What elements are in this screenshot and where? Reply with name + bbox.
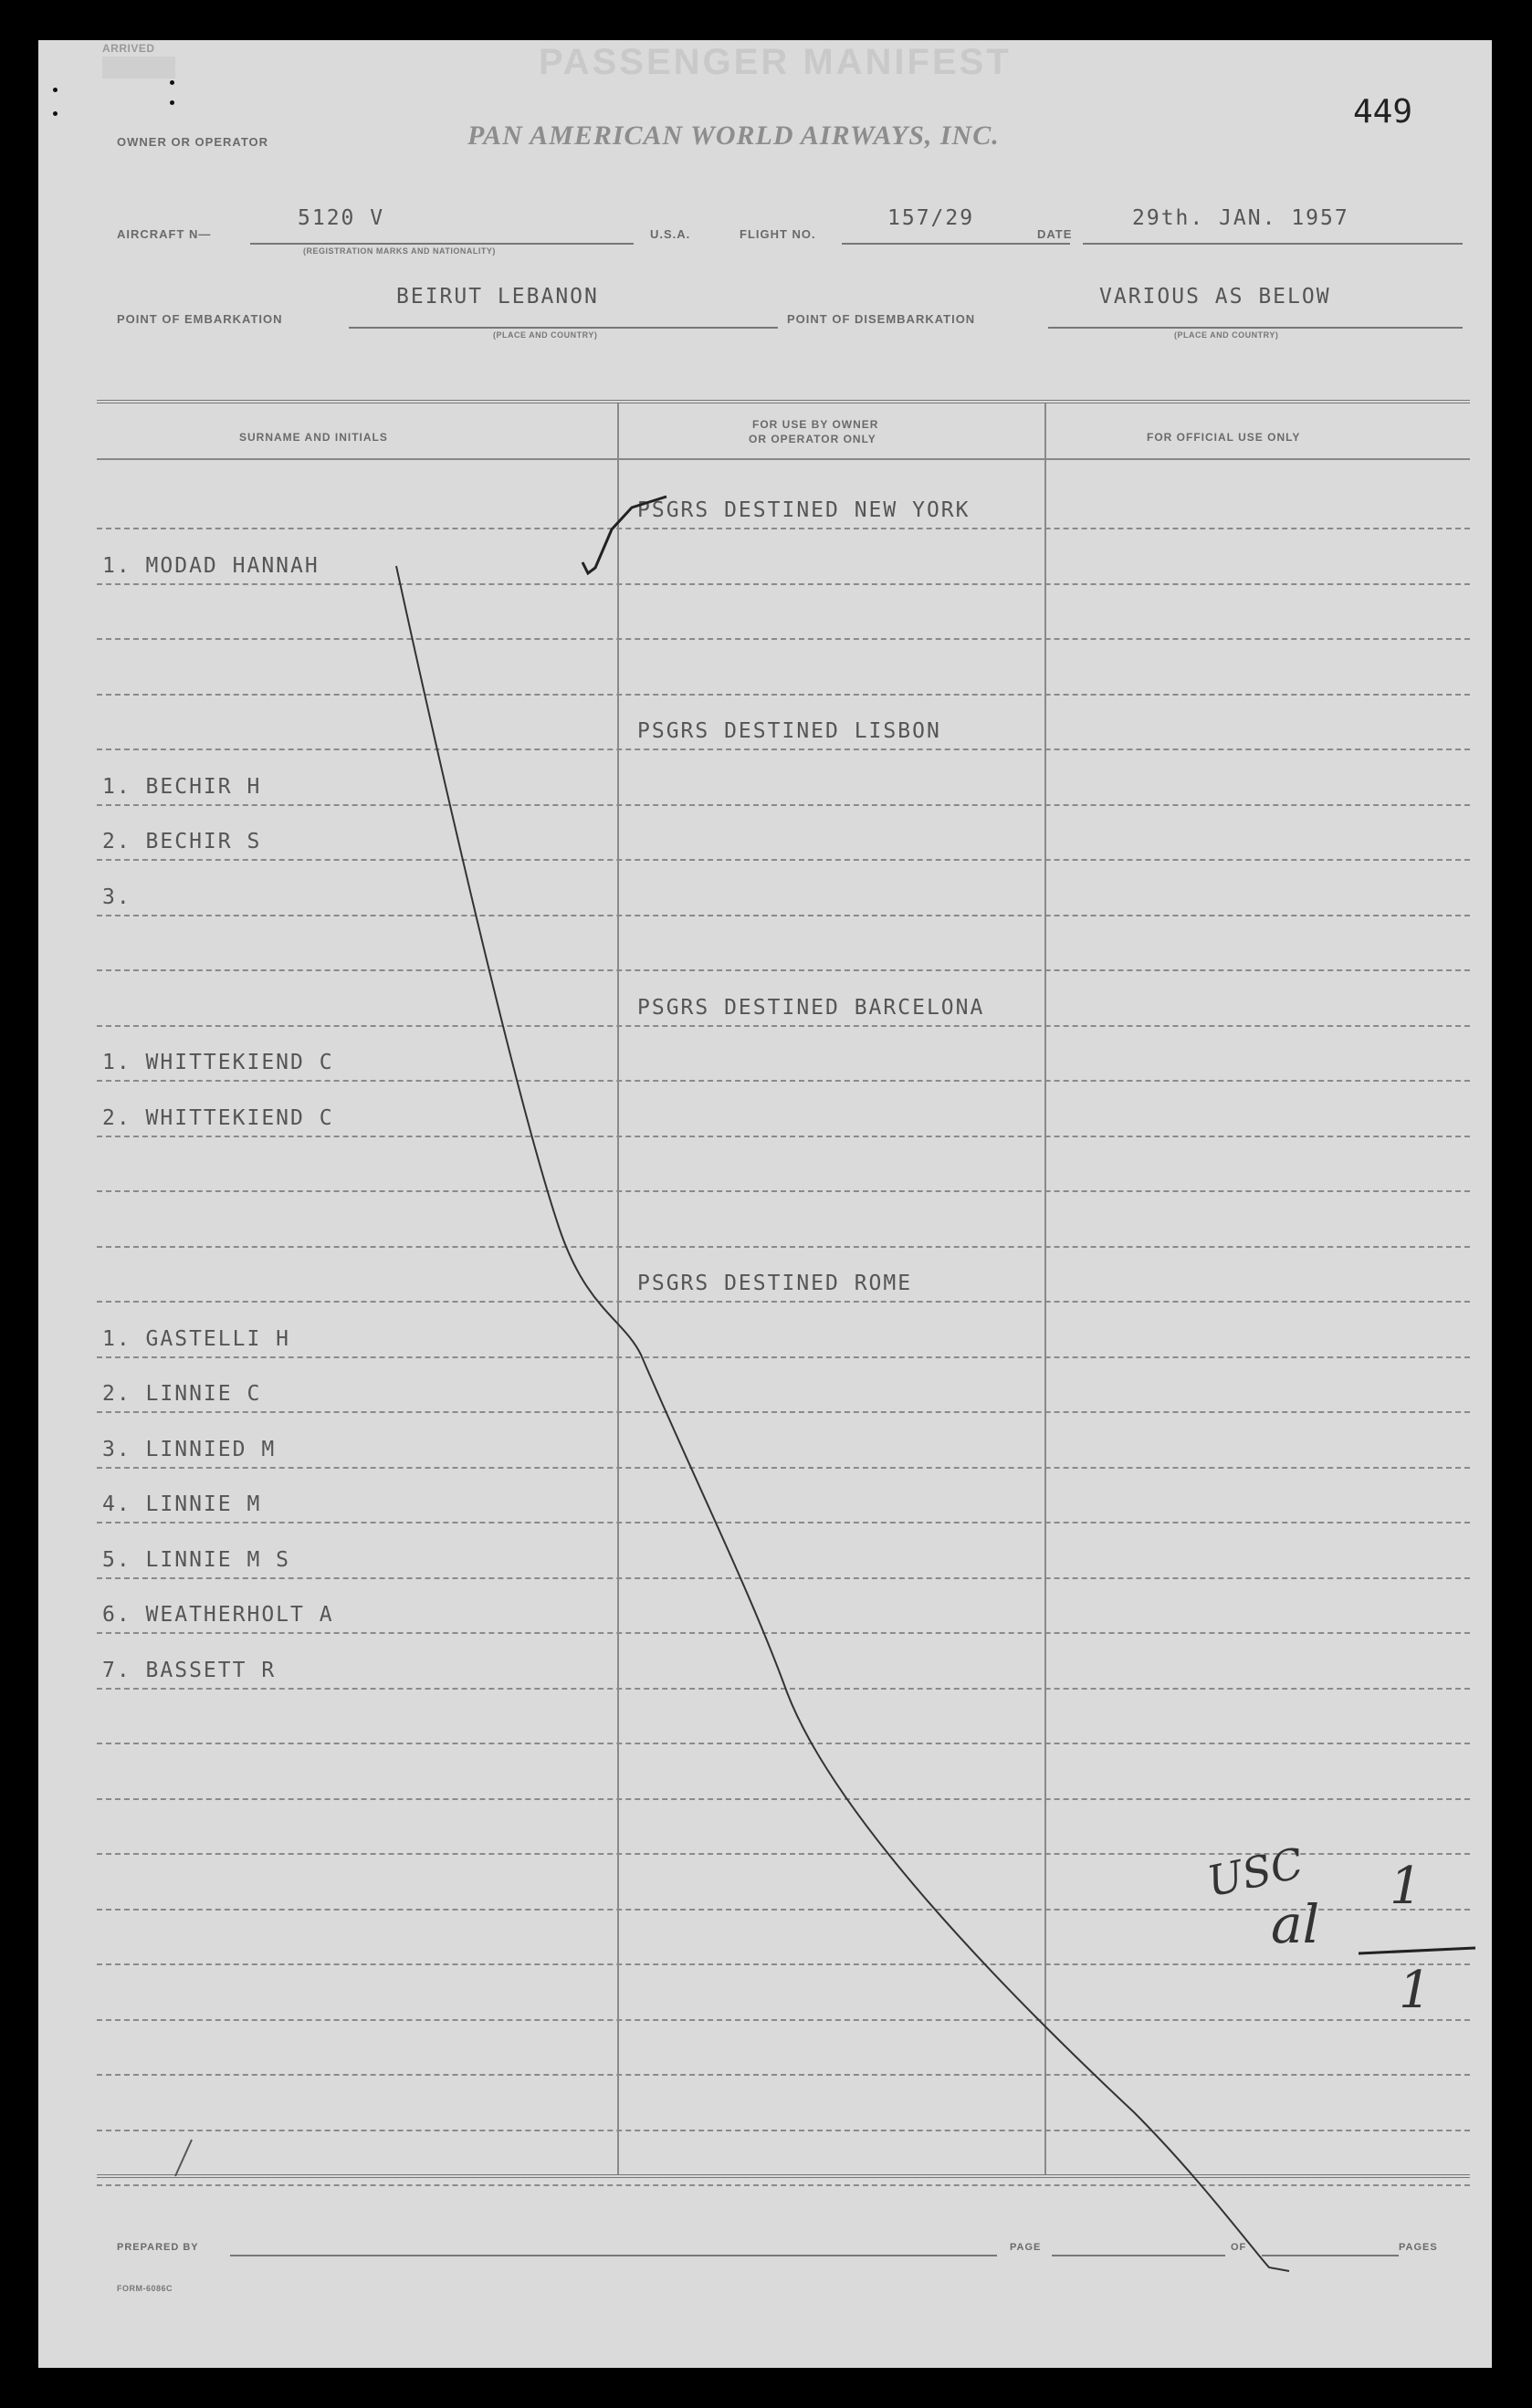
passenger-name: 1. BECHIR H [102,775,262,799]
embarkation-label: POINT OF EMBARKATION [117,312,283,326]
annotation-initials: al [1271,1893,1320,1955]
passenger-name: 2. LINNIE C [102,1382,262,1406]
disembarkation-value: VARIOUS AS BELOW [1099,285,1331,309]
date-value: 29th. JAN. 1957 [1132,206,1349,230]
destination-note: PSGRS DESTINED NEW YORK [637,498,971,522]
disembarkation-note: (PLACE AND COUNTRY) [1174,330,1279,340]
page-number: 449 [1353,93,1413,131]
aircraft-label: AIRCRAFT N— [117,227,212,241]
footer-tick [175,2140,192,2176]
pen-marks [38,40,1492,2368]
manifest-title: PASSENGER MANIFEST [539,42,1012,82]
column-header-names: SURNAME AND INITIALS [239,431,388,444]
page-label: PAGE [1010,2242,1042,2253]
annotation-numerator: 1 [1390,1857,1422,1916]
cancellation-stroke [396,566,1289,2271]
disembarkation-label: POINT OF DISEMBARKATION [787,312,976,326]
flight-value: 157/29 [887,206,975,230]
passenger-name: 1. MODAD HANNAH [102,554,320,578]
check-mark [582,497,666,573]
passenger-name: 1. WHITTEKIEND C [102,1051,334,1074]
column-header-owner-1: FOR USE BY OWNER [752,418,879,431]
passenger-name: 5. LINNIE M S [102,1548,291,1572]
annotation-denominator: 1 [1399,1961,1432,2020]
aircraft-value: 5120 V [298,206,385,230]
passenger-name: 2. BECHIR S [102,830,262,853]
embarkation-note: (PLACE AND COUNTRY) [493,330,598,340]
passenger-name: 3. [102,885,131,909]
prepared-by-underline [230,2255,997,2256]
manifest-page [38,40,1492,2368]
page-underline [1052,2255,1225,2256]
passenger-name: 6. WEATHERHOLT A [102,1603,334,1627]
usa-label: U.S.A. [650,227,691,241]
column-header-official: FOR OFFICIAL USE ONLY [1147,431,1301,444]
form-number: FORM-6086C [117,2284,173,2293]
arrived-stamp: ARRIVED [102,42,155,55]
operator-name: PAN AMERICAN WORLD AIRWAYS, INC. [467,120,1000,151]
column-header-owner-2: OR OPERATOR ONLY [749,433,876,445]
fraction-bar [1359,1948,1475,1953]
flight-label: FLIGHT NO. [740,227,816,241]
of-underline [1262,2255,1399,2256]
destination-note: PSGRS DESTINED BARCELONA [637,996,985,1020]
date-label: DATE [1037,227,1073,241]
owner-label: OWNER OR OPERATOR [117,135,269,149]
prepared-by-label: PREPARED BY [117,2242,199,2253]
of-label: OF [1231,2242,1247,2253]
embarkation-value: BEIRUT LEBANON [396,285,599,309]
passenger-name: 7. BASSETT R [102,1659,277,1682]
passenger-name: 2. WHITTEKIEND C [102,1106,334,1130]
passenger-name: 4. LINNIE M [102,1492,262,1516]
registration-note: (REGISTRATION MARKS AND NATIONALITY) [303,246,496,256]
destination-note: PSGRS DESTINED ROME [637,1272,913,1295]
annotation-usc: USC [1202,1837,1307,1907]
passenger-name: 3. LINNIED M [102,1438,277,1461]
destination-note: PSGRS DESTINED LISBON [637,719,941,743]
pages-label: PAGES [1399,2242,1438,2253]
passenger-name: 1. GASTELLI H [102,1327,291,1351]
